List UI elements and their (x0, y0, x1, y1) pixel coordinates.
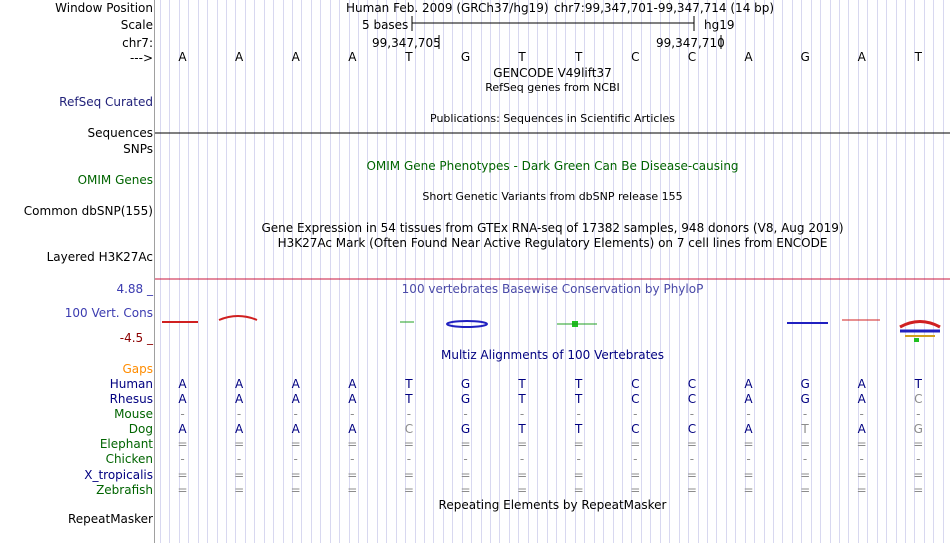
repeatmasker-label[interactable]: RepeatMasker (67, 512, 153, 526)
alignment-base: C (687, 422, 697, 436)
species-label-dog[interactable]: Dog (128, 422, 153, 436)
alignment-base: A (857, 392, 866, 406)
alignment-base: T (575, 377, 583, 391)
alignment-base: - (236, 407, 242, 421)
alignment-base: - (802, 452, 808, 466)
alignment-base: - (519, 452, 525, 466)
alignment-base: = (573, 468, 584, 482)
conservation-bar-4 (447, 321, 487, 327)
alignment-base: = (573, 483, 584, 497)
alignment-base: A (857, 377, 866, 391)
publications-track-title[interactable]: Publications: Sequences in Scientific Articles (430, 112, 675, 125)
alignment-base: = (913, 468, 924, 482)
alignment-base: A (178, 392, 187, 406)
alignment-base: = (234, 483, 245, 497)
alignment-base: A (291, 392, 300, 406)
multiz-track-title[interactable]: Multiz Alignments of 100 Vertebrates (440, 348, 665, 362)
alignment-base: - (463, 407, 468, 421)
alignment-base: C (631, 422, 640, 436)
alignment-base: - (633, 452, 638, 466)
alignment-base: = (800, 437, 811, 451)
species-label-rhesus[interactable]: Rhesus (109, 392, 153, 406)
alignment-base: - (180, 407, 185, 421)
reference-base: G (460, 50, 471, 64)
alignment-base: T (518, 422, 526, 436)
alignment-base: A (291, 377, 300, 391)
alignment-base: = (856, 468, 867, 482)
base-position-tick-1: 99,347,705 (372, 36, 441, 50)
alignment-base: = (290, 437, 301, 451)
alignment-base: - (236, 452, 242, 466)
alignment-base: A (234, 422, 244, 436)
alignment-base: = (800, 468, 811, 482)
strand-label: ---> (129, 51, 153, 65)
conservation-bar-8a (900, 322, 940, 328)
scale-bar-db: hg19 (704, 18, 735, 32)
alignment-base: = (234, 437, 245, 451)
alignment-base: = (573, 437, 584, 451)
alignment-base: A (291, 422, 300, 436)
gencode-track-title[interactable]: GENCODE V49lift37 (493, 66, 612, 80)
species-label-elephant[interactable]: Elephant (99, 437, 153, 451)
alignment-base: = (686, 468, 697, 482)
alignment-base: = (403, 437, 414, 451)
alignment-base: = (856, 483, 867, 497)
alignment-base: = (347, 437, 358, 451)
alignment-base: = (290, 468, 301, 482)
alignment-base: T (801, 422, 809, 436)
alignment-base: - (916, 452, 921, 466)
alignment-base: = (630, 483, 641, 497)
alignment-base: C (631, 392, 640, 406)
alignment-base: C (914, 392, 923, 406)
species-label-human[interactable]: Human (109, 377, 153, 391)
alignment-base: - (916, 407, 921, 421)
alignment-base: - (859, 452, 864, 466)
alignment-base: - (859, 407, 864, 421)
alignment-base: - (576, 407, 581, 421)
h3k27ac-track-title[interactable]: H3K27Ac Mark (Often Found Near Active Regulatory Elements) on 7 cell lines from ENCODE (277, 236, 828, 250)
alignment-base: - (576, 452, 581, 466)
reference-base: T (405, 50, 413, 64)
alignment-base: A (348, 377, 357, 391)
species-label-mouse[interactable]: Mouse (114, 407, 153, 421)
alignment-base: G (460, 392, 471, 406)
reference-base: A (291, 50, 300, 64)
refseq-curated-label[interactable]: RefSeq Curated (59, 95, 153, 109)
alignment-base: - (746, 407, 751, 421)
alignment-base: A (234, 377, 244, 391)
reference-base: A (744, 50, 753, 64)
gaps-label: Gaps (122, 362, 153, 376)
alignment-base: - (350, 452, 355, 466)
scale-label: Scale (120, 18, 153, 32)
alignment-base: A (348, 422, 357, 436)
species-label-zebrafish[interactable]: Zebrafish (96, 483, 153, 497)
alignment-base: = (517, 437, 528, 451)
alignment-base: G (460, 422, 471, 436)
reference-base: T (518, 50, 526, 64)
alignment-base: - (350, 407, 355, 421)
reference-base: T (914, 50, 922, 64)
reference-base: A (348, 50, 357, 64)
alignment-base: A (744, 422, 753, 436)
alignment-base: - (633, 407, 638, 421)
alignment-base: = (403, 483, 414, 497)
alignment-base: = (403, 468, 414, 482)
alignment-base: G (913, 422, 923, 436)
alignment-base: T (575, 392, 583, 406)
alignment-base: T (518, 392, 526, 406)
alignment-base: = (177, 468, 188, 482)
omim-genes-label[interactable]: OMIM Genes (77, 173, 153, 187)
window-position-value: chr7:99,347,701-99,347,714 (14 bp) (554, 1, 775, 15)
assembly-name: Human Feb. 2009 (GRCh37/hg19) (346, 1, 549, 15)
alignment-base: - (463, 452, 468, 466)
alignment-base: C (687, 392, 697, 406)
scale-bar-text: 5 bases (362, 18, 409, 32)
alignment-base: T (405, 392, 413, 406)
alignment-base: - (519, 407, 525, 421)
alignment-base: G (800, 377, 810, 391)
alignment-base: A (348, 392, 357, 406)
alignment-base: A (234, 392, 244, 406)
alignment-base: = (913, 483, 924, 497)
conservation-min-label: -4.5 _ (119, 331, 153, 345)
alignment-base: - (293, 407, 298, 421)
alignment-base: = (743, 468, 754, 482)
alignment-base: - (406, 407, 412, 421)
alignment-base: G (800, 392, 810, 406)
window-position-label: Window Position (55, 1, 153, 15)
reference-base: C (687, 50, 697, 64)
dbsnp-track-title[interactable]: Short Genetic Variants from dbSNP release 155 (422, 190, 683, 203)
alignment-base: C (687, 377, 697, 391)
alignment-base: - (802, 407, 808, 421)
alignment-base: = (460, 483, 471, 497)
alignment-base: = (177, 437, 188, 451)
alignment-base: = (460, 437, 471, 451)
alignment-base: = (743, 483, 754, 497)
base-position-tick-2: 99,347,710 (656, 36, 725, 50)
alignment-base: = (856, 437, 867, 451)
alignment-base: T (575, 422, 583, 436)
reference-base: G (800, 50, 810, 64)
alignment-base: = (686, 483, 697, 497)
alignment-base: = (686, 437, 697, 451)
alignment-base: = (800, 483, 811, 497)
alignment-base: A (857, 422, 866, 436)
gtex-track-title[interactable]: Gene Expression in 54 tissues from GTEx RNA-seq of 17382 samples, 948 donors (V8, Aug 2019) (261, 221, 844, 235)
chrom-label: chr7: (122, 36, 153, 50)
reference-base: A (234, 50, 244, 64)
alignment-base: = (347, 483, 358, 497)
alignment-base: A (178, 377, 187, 391)
alignment-base: = (743, 437, 754, 451)
alignment-base: T (518, 377, 526, 391)
alignment-base: = (290, 483, 301, 497)
alignment-base: = (517, 468, 528, 482)
alignment-base: T (914, 377, 922, 391)
alignment-base: T (405, 377, 413, 391)
alignment-base: A (178, 422, 187, 436)
alignment-base: = (177, 483, 188, 497)
alignment-base: = (517, 483, 528, 497)
omim-track-title[interactable]: OMIM Gene Phenotypes - Dark Green Can Be Disease-causing (366, 159, 739, 173)
snps-label[interactable]: SNPs (123, 142, 153, 156)
alignment-base: - (406, 452, 412, 466)
alignment-base: G (460, 377, 471, 391)
alignment-base: A (744, 377, 753, 391)
alignment-base: C (631, 377, 640, 391)
alignment-base: - (689, 452, 695, 466)
alignment-base: = (347, 468, 358, 482)
species-label-x_tropicalis[interactable]: X_tropicalis (84, 468, 153, 482)
alignment-base: = (234, 468, 245, 482)
refseq-track-title[interactable]: RefSeq genes from NCBI (485, 81, 620, 94)
conservation-track-title[interactable]: 100 vertebrates Basewise Conservation by PhyloP (401, 282, 704, 296)
alignment-base: C (404, 422, 414, 436)
alignment-base: = (630, 468, 641, 482)
alignment-base: - (746, 452, 751, 466)
alignment-base: A (744, 392, 753, 406)
conservation-label[interactable]: 100 Vert. Cons (64, 306, 153, 320)
reference-base: A (857, 50, 866, 64)
layered-h3k27ac-label[interactable]: Layered H3K27Ac (46, 250, 153, 264)
alignment-base: - (180, 452, 185, 466)
species-label-chicken[interactable]: Chicken (105, 452, 153, 466)
alignment-base: - (689, 407, 695, 421)
alignment-base: = (913, 437, 924, 451)
alignment-base: - (293, 452, 298, 466)
common-dbsnp-label[interactable]: Common dbSNP(155) (23, 204, 153, 218)
alignment-base: = (460, 468, 471, 482)
sequences-label[interactable]: Sequences (87, 126, 153, 140)
conservation-max-label: 4.88 _ (116, 282, 153, 296)
reference-base: A (178, 50, 187, 64)
alignment-base: = (630, 437, 641, 451)
repeatmasker-track-title[interactable]: Repeating Elements by RepeatMasker (438, 498, 667, 512)
reference-base: C (631, 50, 640, 64)
conservation-bar-2 (219, 316, 257, 320)
reference-base: T (575, 50, 583, 64)
conservation-bar-8d (914, 338, 919, 342)
